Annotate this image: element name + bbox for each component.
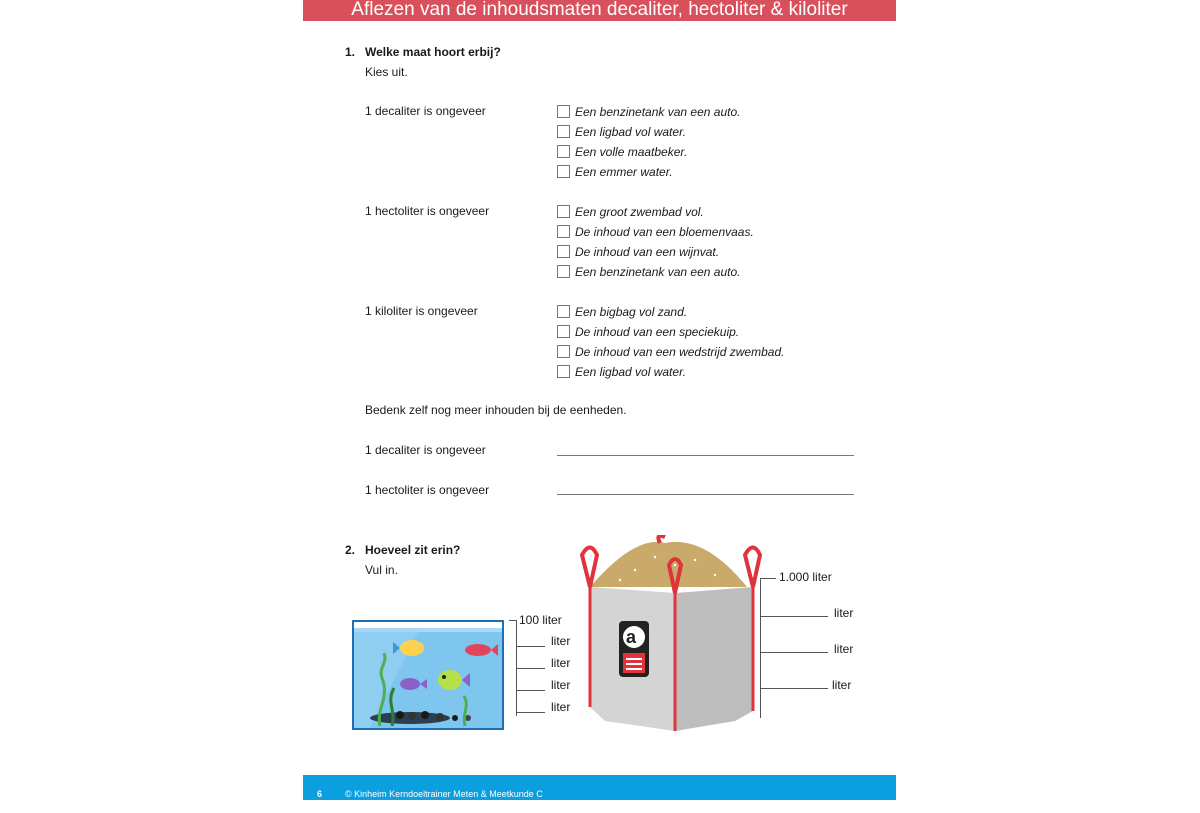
option-row[interactable] [557,344,784,360]
option-checkbox[interactable] [557,125,570,138]
question-1-instruction: Kies uit. [365,65,408,79]
option-checkbox[interactable] [557,365,570,378]
option-row[interactable] [557,324,739,340]
page-number: 6 [317,789,323,799]
question-2-title: Hoeveel zit erin? [365,543,461,557]
extra-prompt: Bedenk zelf nog meer inhouden bij de eenheden. [365,403,627,417]
option-label: Een volle maatbeker. [575,145,688,159]
aquarium-unit: liter [551,656,571,670]
answer-line-decaliter[interactable] [557,455,854,456]
option-label: Een benzinetank van een auto. [575,265,741,279]
option-row[interactable] [557,244,719,260]
bigbag-unit: liter [834,642,854,656]
bigbag-answer-2[interactable] [760,652,828,653]
page-header: Aflezen van de inhoudsmaten decaliter, hectoliter & kiloliter [303,0,896,21]
question-2-number: 2. [345,543,356,557]
option-row[interactable] [557,364,686,380]
extra-item-label: 1 decaliter is ongeveer [365,443,486,457]
option-checkbox[interactable] [557,225,570,238]
option-row[interactable] [557,204,704,220]
aquarium-answer-2[interactable] [517,668,545,669]
option-checkbox[interactable] [557,205,570,218]
bigbag-unit: liter [834,606,854,620]
bigbag-scale-line [760,578,761,718]
copyright-text: © Kinheim Kerndoeltrainer Meten & Meetkunde C [345,789,543,799]
bigbag-answer-3[interactable] [760,688,828,689]
aquarium-unit: liter [551,678,571,692]
page-footer [303,775,896,800]
aquarium-top-label: 100 liter [519,613,562,627]
aquarium-scale-line [516,620,517,716]
option-checkbox[interactable] [557,325,570,338]
question-1-number: 1. [345,45,356,59]
option-row[interactable] [557,124,686,140]
group-label: 1 hectoliter is ongeveer [365,204,490,218]
option-row[interactable] [557,104,740,120]
option-label: De inhoud van een wedstrijd zwembad. [575,345,785,359]
option-row[interactable] [557,264,740,280]
bigbag-top-label: 1.000 liter [779,570,832,584]
option-label: De inhoud van een wijnvat. [575,245,720,259]
aquarium-illustration [350,618,510,734]
option-label: Een ligbad vol water. [575,125,686,139]
aquarium-unit: liter [551,700,571,714]
answer-line-hectoliter[interactable] [557,494,854,495]
group-label: 1 kiloliter is ongeveer [365,304,478,318]
bigbag-answer-1[interactable] [760,616,828,617]
extra-item-label: 1 hectoliter is ongeveer [365,483,490,497]
option-label: De inhoud van een speciekuip. [575,325,740,339]
question-1-title: Welke maat hoort erbij? [365,45,501,59]
option-checkbox[interactable] [557,245,570,258]
option-label: Een benzinetank van een auto. [575,105,741,119]
bigbag-tick [760,578,776,579]
aquarium-unit: liter [551,634,571,648]
group-label: 1 decaliter is ongeveer [365,104,486,118]
option-checkbox[interactable] [557,105,570,118]
option-row[interactable] [557,144,687,160]
option-label: Een ligbad vol water. [575,365,686,379]
aquarium-answer-1[interactable] [517,646,545,647]
option-row[interactable] [557,224,754,240]
option-checkbox[interactable] [557,345,570,358]
option-checkbox[interactable] [557,165,570,178]
option-checkbox[interactable] [557,145,570,158]
option-label: De inhoud van een bloemenvaas. [575,225,754,239]
option-checkbox[interactable] [557,305,570,318]
bigbag-illustration [575,535,765,735]
option-label: Een emmer water. [575,165,673,179]
option-label: Een bigbag vol zand. [575,305,688,319]
bigbag-unit: liter [832,678,852,692]
aquarium-answer-3[interactable] [517,690,545,691]
question-2-instruction: Vul in. [365,563,398,577]
option-row[interactable] [557,164,673,180]
bigbag-logo: a [626,627,637,647]
option-label: Een groot zwembad vol. [575,205,704,219]
option-row[interactable] [557,304,687,320]
option-checkbox[interactable] [557,265,570,278]
aquarium-answer-4[interactable] [517,712,545,713]
